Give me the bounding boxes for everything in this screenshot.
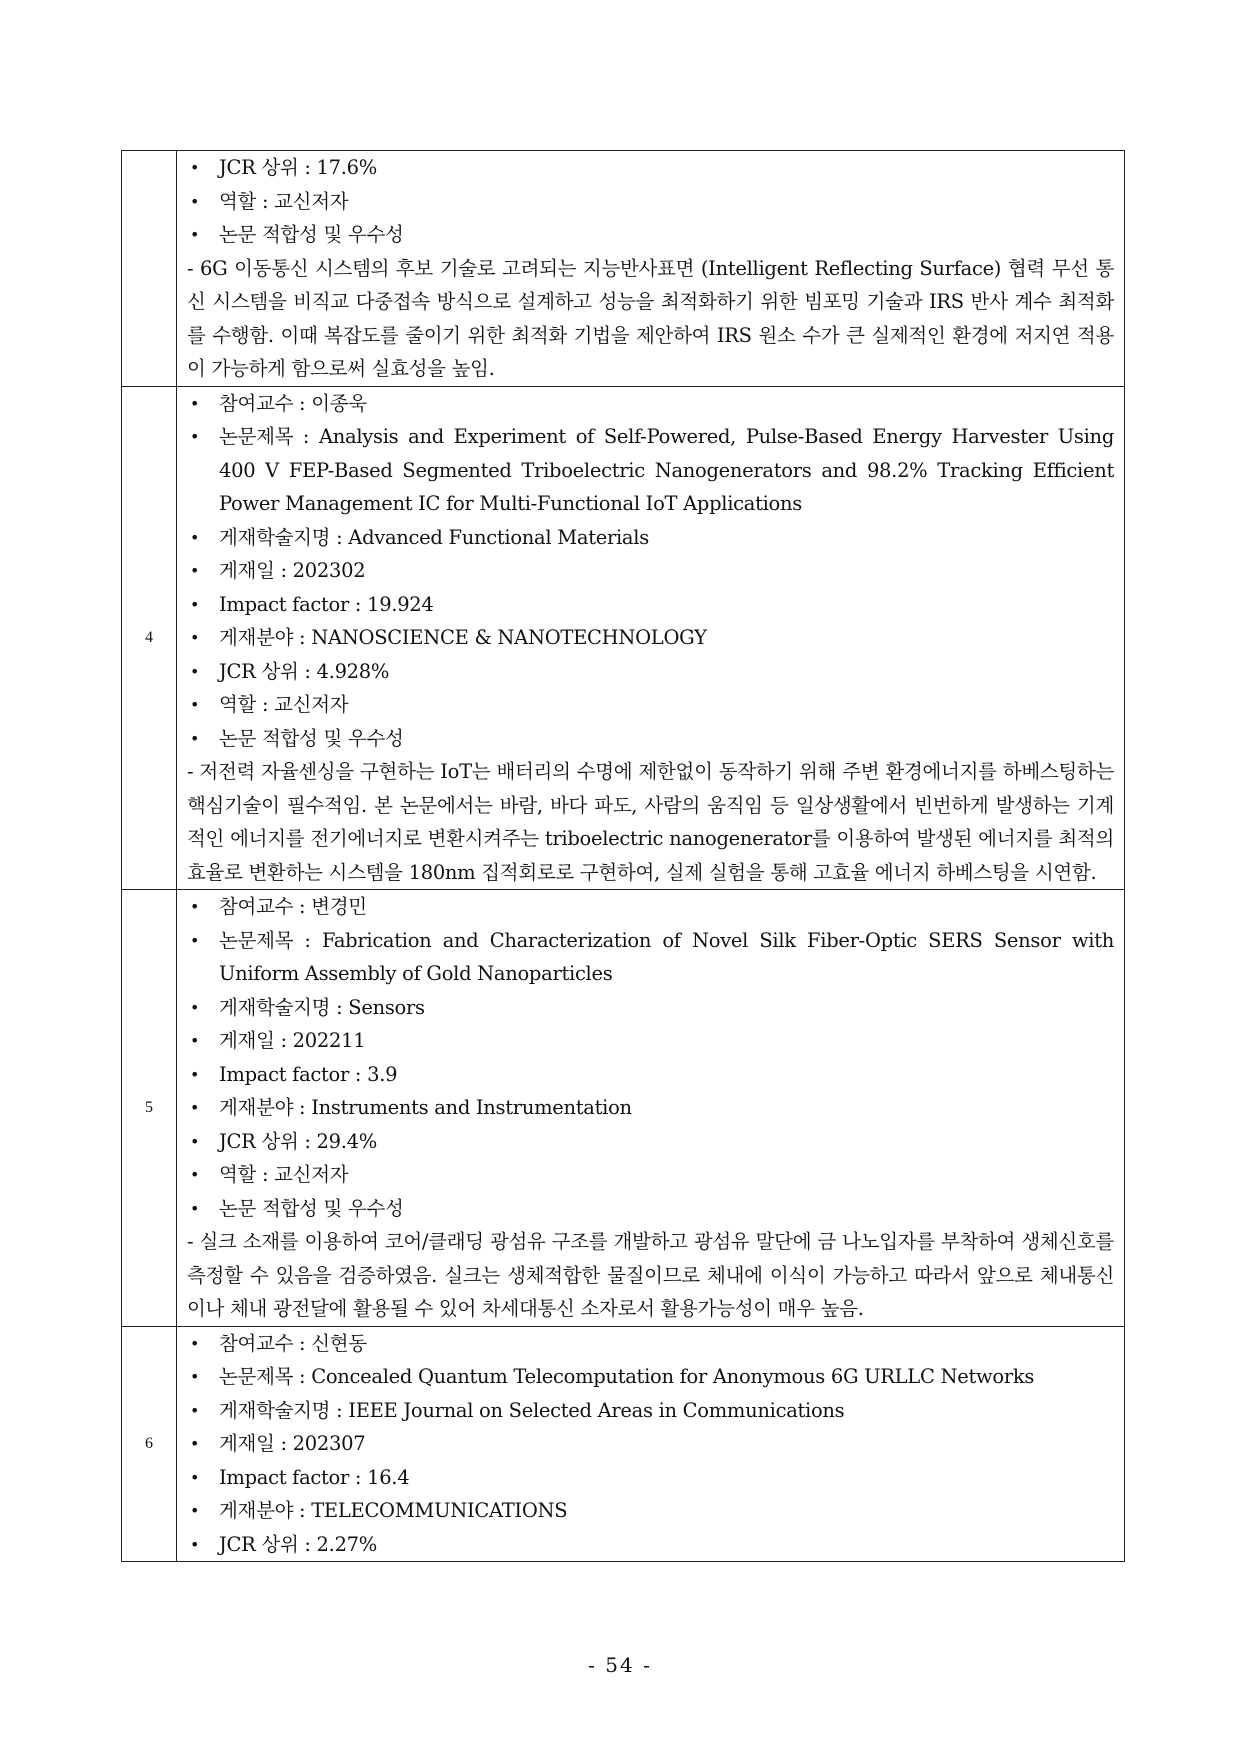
table-row bbox=[122, 386, 1125, 890]
row-content-cell bbox=[177, 890, 1125, 1327]
bullet-item: • 역할 : 교신저자 bbox=[187, 688, 1114, 722]
bullet-item: • 논문 적합성 및 우수성 bbox=[187, 722, 1114, 756]
bullet-item: • 역할 : 교신저자 bbox=[187, 185, 1114, 219]
bullet-item: • 게재분야 : NANOSCIENCE & NANOTECHNOLOGY bbox=[187, 621, 1114, 655]
table-row bbox=[122, 1326, 1125, 1562]
bullet-item: • 게재학술지명 : Sensors bbox=[187, 991, 1114, 1025]
bullet-list bbox=[187, 890, 1114, 1225]
page-number: - 54 - bbox=[588, 1653, 652, 1677]
bullet-item: • 게재일 : 202302 bbox=[187, 554, 1114, 588]
row-number-cell: 4 bbox=[122, 386, 177, 890]
bullet-item: • 게재학술지명 : Advanced Functional Materials bbox=[187, 521, 1114, 555]
table-row bbox=[122, 151, 1125, 387]
bullet-item: • 논문제목 : Fabrication and Characterization of Novel Silk Fiber-Optic SERS Sensor with Uniform Assembly of Gold Nanoparticles bbox=[187, 924, 1114, 991]
row-number-cell: 5 bbox=[122, 890, 177, 1327]
bullet-item: • 게재일 : 202307 bbox=[187, 1427, 1114, 1461]
bullet-item: • JCR 상위 : 2.27% bbox=[187, 1528, 1114, 1562]
bullet-list bbox=[187, 151, 1114, 252]
bullet-item: • JCR 상위 : 29.4% bbox=[187, 1125, 1114, 1159]
paper-description: - 실크 소재를 이용하여 코어/클래딩 광섬유 구조를 개발하고 광섬유 말단에 금 나노입자를 부착하여 생체신호를 측정할 수 있음을 검증하였음. 실크는 생체적합한 물질이므로 체내에 이식이 가능하고 따라서 앞으로 체내통신이나 체내 광전달에 활용될 수 있어 차세대통신 소자로서 활용가능성이 매우 높음. bbox=[187, 1230, 1114, 1320]
bullet-item: • Impact factor : 3.9 bbox=[187, 1058, 1114, 1092]
bullet-item: • 논문 적합성 및 우수성 bbox=[187, 1192, 1114, 1226]
bullet-item: • 역할 : 교신저자 bbox=[187, 1158, 1114, 1192]
bullet-item: • 논문제목 : Concealed Quantum Telecomputation for Anonymous 6G URLLC Networks bbox=[187, 1360, 1114, 1394]
bullet-item: • 논문 적합성 및 우수성 bbox=[187, 218, 1114, 252]
bullet-item: • 논문제목 : Analysis and Experiment of Self-Powered, Pulse-Based Energy Harvester Using 400 V FEP-Based Segmented Triboelectric Nanogenerators and 98.2% Tracking Efficient Power Management IC for Multi-Functional IoT Applications bbox=[187, 420, 1114, 521]
bullet-item: • Impact factor : 19.924 bbox=[187, 588, 1114, 622]
bullet-item: • 참여교수 : 이종욱 bbox=[187, 387, 1114, 421]
bullet-item: • 참여교수 : 변경민 bbox=[187, 890, 1114, 924]
table-row bbox=[122, 890, 1125, 1327]
bullet-item: • 게재일 : 202211 bbox=[187, 1024, 1114, 1058]
paper-description: - 6G 이동통신 시스템의 후보 기술로 고려되는 지능반사표면 (Intelligent Reflecting Surface) 협력 무선 통신 시스템을 비직교 다중접속 방식으로 설계하고 성능을 최적화하기 위한 빔포밍 기술과 IRS 반사 계수 최적화를 수행함. 이때 복잡도를 줄이기 위한 최적화 기법을 제안하여 IRS 원소 수가 큰 실제적인 환경에 저지연 적용이 가능하게 함으로써 실효성을 높임. bbox=[187, 256, 1114, 380]
bullet-item: • 게재분야 : Instruments and Instrumentation bbox=[187, 1091, 1114, 1125]
bullet-item: • Impact factor : 16.4 bbox=[187, 1461, 1114, 1495]
paper-description: - 저전력 자율센싱을 구현하는 IoT는 배터리의 수명에 제한없이 동작하기 위해 주변 환경에너지를 하베스팅하는 핵심기술이 필수적임. 본 논문에서는 바람, 바다 파도, 사람의 움직임 등 일상생활에서 빈번하게 발생하는 기계적인 에너지를 전기에너지로 변환시켜주는 triboelectric nanogenerator를 이용하여 발생된 에너지를 최적의 효율로 변환하는 시스템을 180nm 집적회로로 구현하여, 실제 실험을 통해 고효율 에너지 하베스팅을 시연함. bbox=[187, 760, 1114, 884]
bullet-item: • 참여교수 : 신현동 bbox=[187, 1327, 1114, 1361]
table-body bbox=[122, 151, 1125, 1562]
bullet-item: • 게재분야 : TELECOMMUNICATIONS bbox=[187, 1494, 1114, 1528]
bullet-item: • JCR 상위 : 4.928% bbox=[187, 655, 1114, 689]
bullet-item: • 게재학술지명 : IEEE Journal on Selected Areas in Communications bbox=[187, 1394, 1114, 1428]
publications-table bbox=[121, 150, 1125, 1562]
row-content-cell bbox=[177, 386, 1125, 890]
bullet-list bbox=[187, 1327, 1114, 1562]
row-content-cell bbox=[177, 151, 1125, 387]
bullet-item: • JCR 상위 : 17.6% bbox=[187, 151, 1114, 185]
row-number-cell: 6 bbox=[122, 1326, 177, 1562]
row-content-cell bbox=[177, 1326, 1125, 1562]
row-number-cell bbox=[122, 151, 177, 387]
bullet-list bbox=[187, 387, 1114, 756]
